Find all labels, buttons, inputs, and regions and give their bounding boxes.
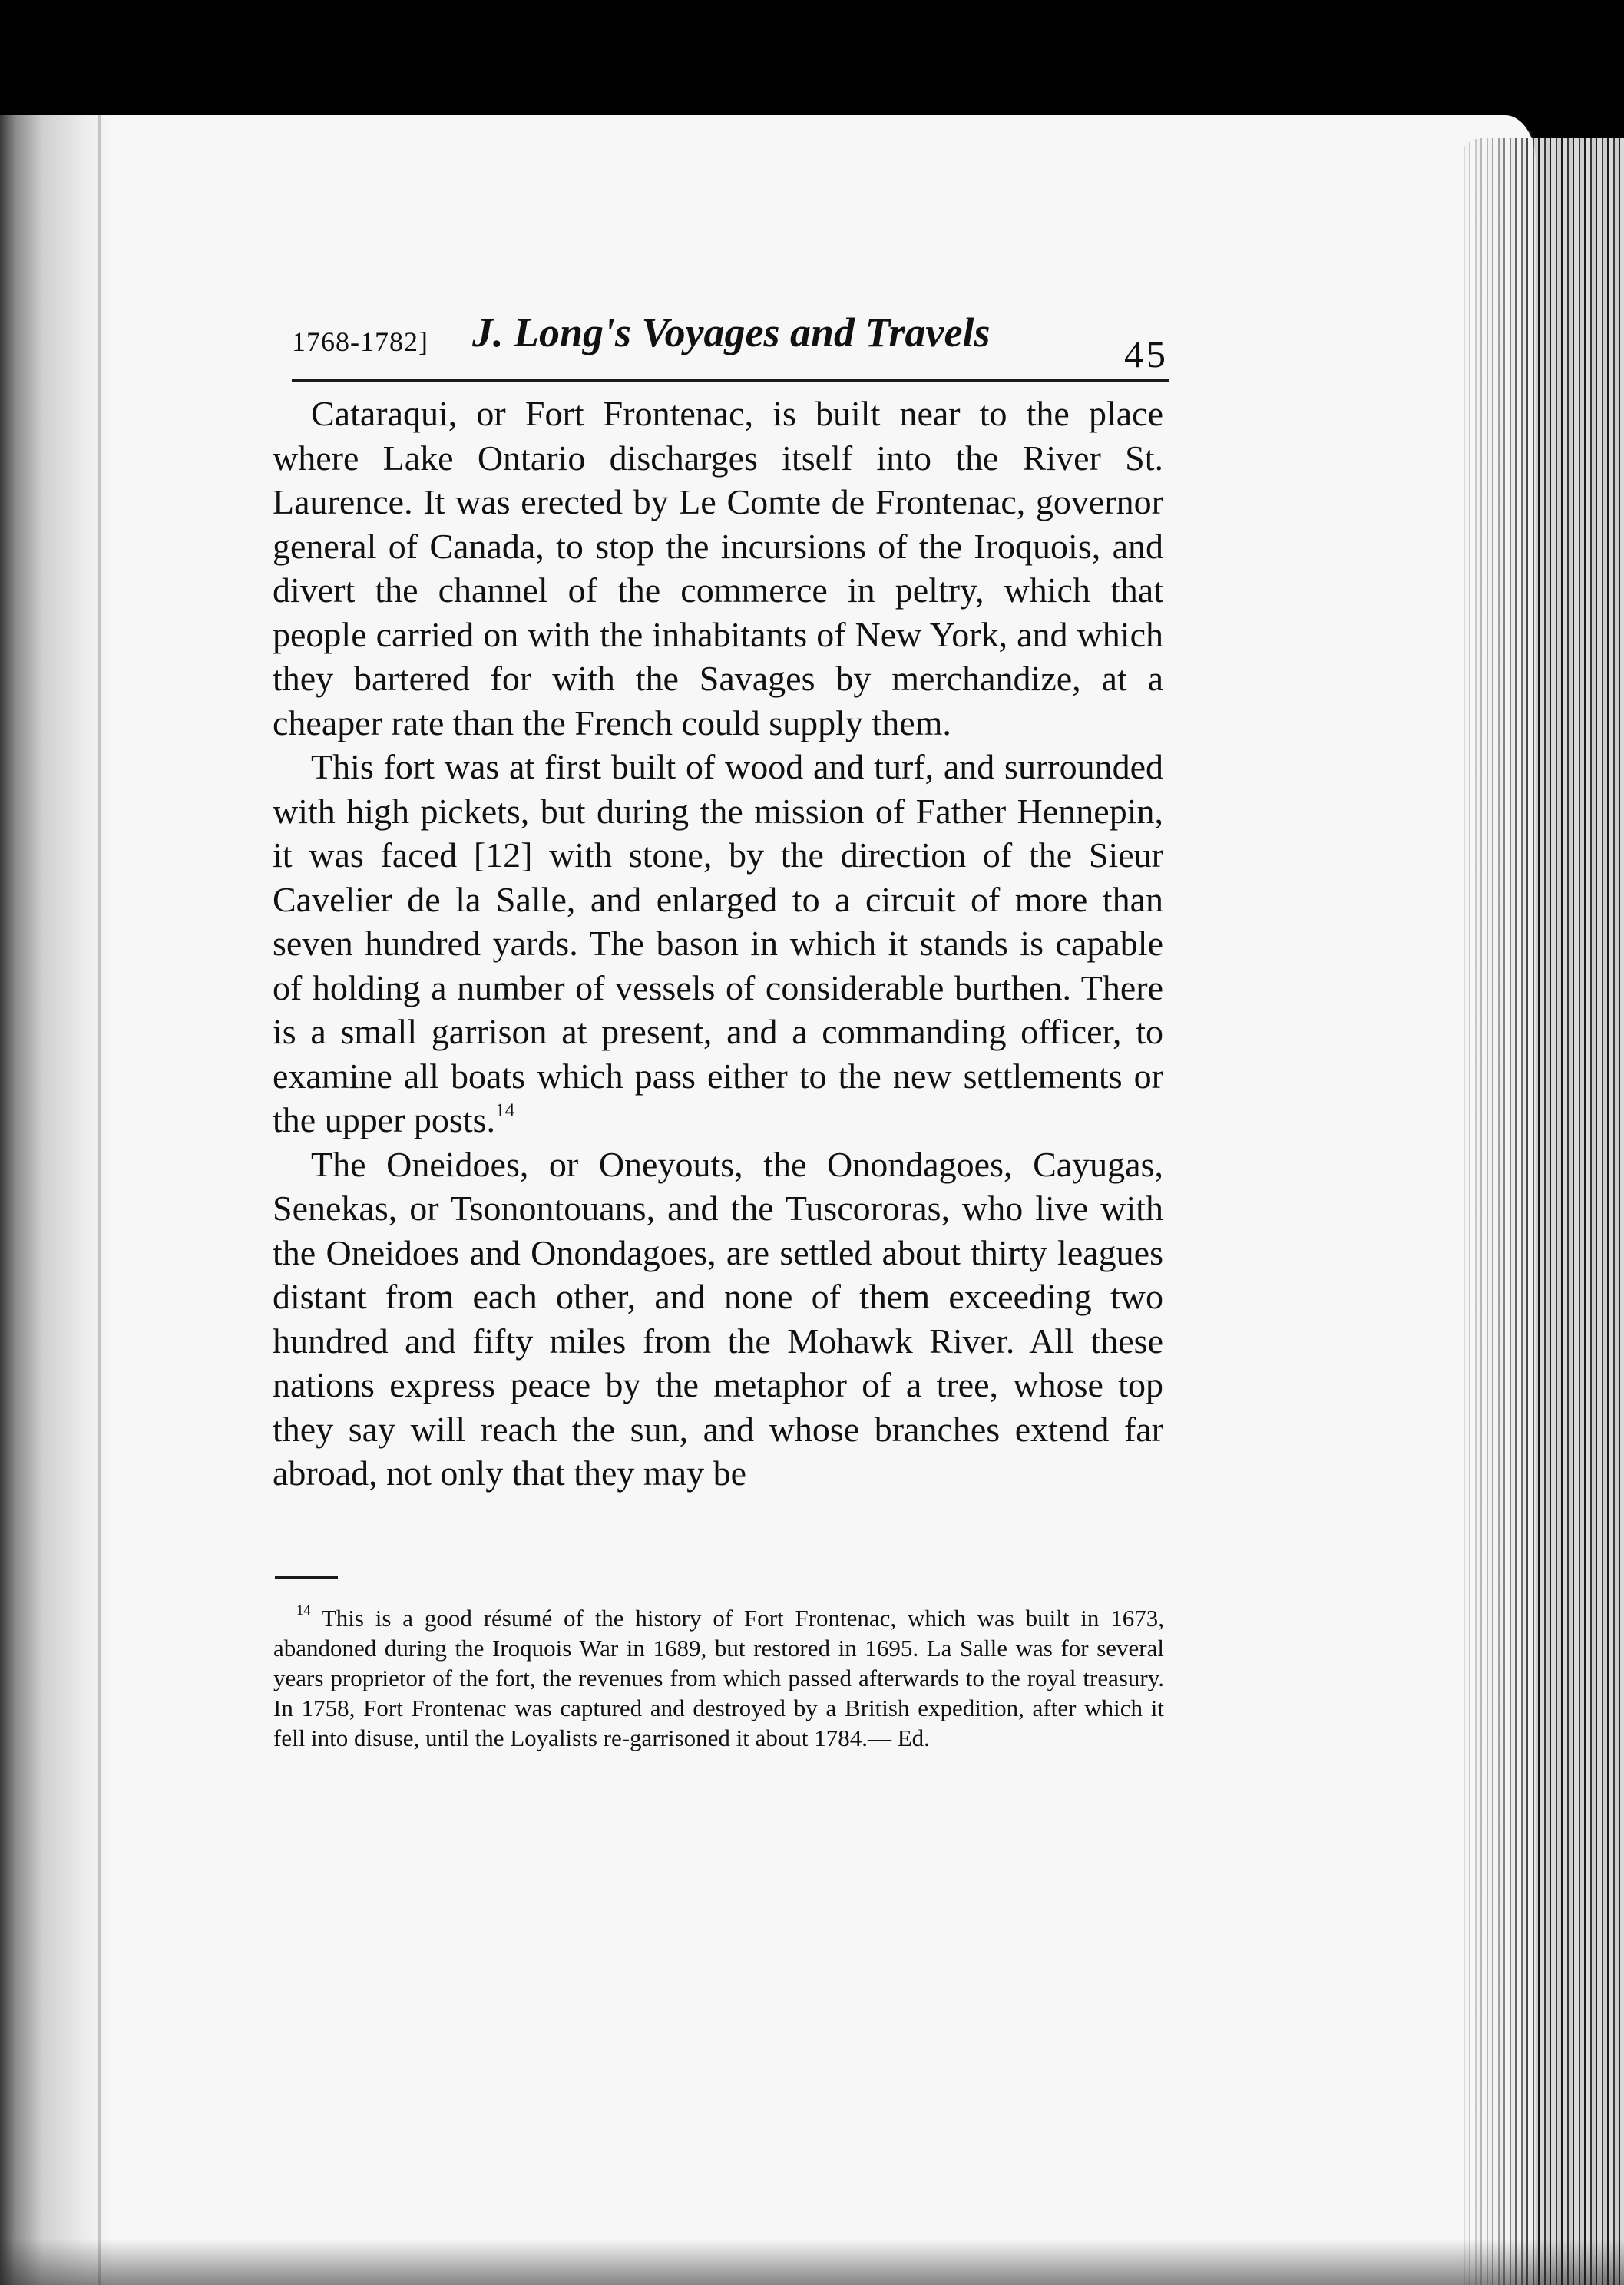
paragraph-3: The Oneidoes, or Oneyouts, the Onondagoes, Cayugas, Senekas, or Tsonontouans, and the Tuscororas, who live with the Oneidoes and Onondagoes, are settled about thirty leagues distant from each other, and none of them exceeding two hundred and fifty miles from the Mohawk River. All these nations express peace by the metaphor of a tree, whose top they say will reach the sun, and whose branches extend far abroad, not only that they may be: [273, 1144, 1163, 1493]
footnote-reference[interactable]: 14: [495, 1099, 515, 1121]
gutter-line: [98, 115, 101, 2285]
paragraph-2: [273, 745, 1163, 1142]
running-head-years: 1768-1782]: [292, 326, 428, 357]
footnote-text: This is a good résumé of the history of Fort Frontenac, which was built in 1673, abandoned during the Iroquois War in 1689, but restored in 1695. La Salle was for several years proprietor of the fort, the revenues from which passed afterwards to the royal treasury. In 1758, Fort Frontenac was captured and destroyed by a British expedition, after which it fell into disuse, until the Loyalists re-garrisoned it about 1784.— Ed.: [273, 1605, 1164, 1751]
footnote-rule: [275, 1576, 338, 1579]
running-head: [292, 309, 1169, 382]
footnote: [273, 1603, 1164, 1753]
footnote-paragraph: [273, 1603, 1164, 1753]
page-edges-fade: [1444, 131, 1536, 2285]
bottom-shade: [0, 2239, 1624, 2285]
paragraph-1: Cataraqui, or Fort Frontenac, is built near to the place where Lake Ontario discharges itself into the River St. Laurence. It was erected by Le Comte de Frontenac, governor general of Canada, to stop the incursions of the Iroquois, and divert the channel of the commerce in peltry, which that people carried on with the inhabitants of New York, and which they bartered for with the Savages by merchandize, at a cheaper rate than the French could supply them.: [273, 394, 1163, 742]
running-head-title: J. Long's Voyages and Travels: [472, 309, 991, 355]
body-text: [273, 392, 1163, 1496]
paragraph-2-text: This fort was at first built of wood and turf, and surrounded with high pickets, but during the mission of Father Hennepin, it was faced [12] with stone, by the direction of the Sieur Cavelier de la Salle, and enlarged to a circuit of more than seven hundred yards. The bason in which it stands is capable of holding a number of vessels of considerable burthen. There is a small garrison at present, and a commanding officer, to examine all boats which pass either to the new settlements or the upper posts.: [273, 747, 1163, 1139]
footnote-marker: 14: [296, 1602, 311, 1619]
page-number: 45: [1124, 332, 1169, 375]
